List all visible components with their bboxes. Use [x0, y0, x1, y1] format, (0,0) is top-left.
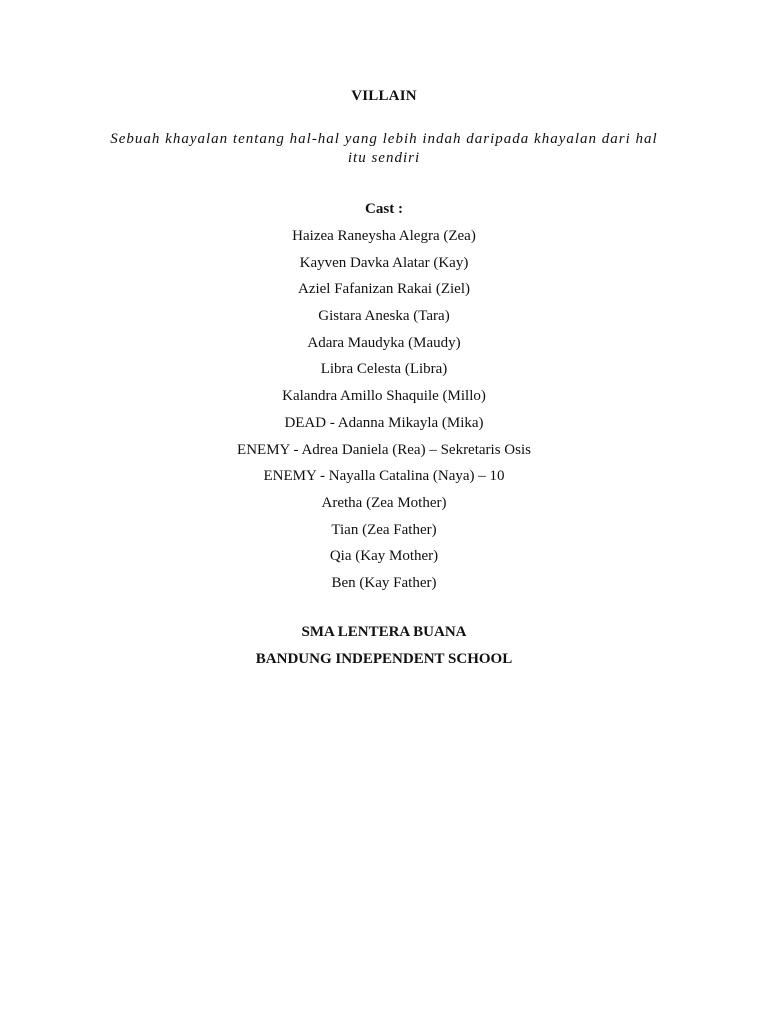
cast-item: Aretha (Zea Mother): [321, 494, 447, 511]
cast-item: Kalandra Amillo Shaquile (Millo): [282, 388, 486, 405]
cast-item: Qia (Kay Mother): [329, 548, 439, 565]
cast-item: ENEMY - Nayalla Catalina (Naya) – 10: [263, 468, 505, 485]
cast-item: Tian (Zea Father): [331, 521, 437, 538]
school-subtitle: BANDUNG INDEPENDENT SCHOOL: [255, 651, 513, 667]
cast-list: [0, 227, 768, 601]
cast-item: DEAD - Adanna Mikayla (Mika): [284, 414, 484, 431]
cast-heading: Cast :: [365, 201, 403, 217]
school-name: SMA LENTERA BUANA: [301, 624, 467, 640]
cast-item: Ben (Kay Father): [331, 574, 437, 591]
cast-item: ENEMY - Adrea Daniela (Rea) – Sekretaris Osis: [237, 441, 531, 458]
cast-item: Gistara Aneska (Tara): [318, 308, 450, 325]
cast-item: Haizea Raneysha Alegra (Zea): [292, 228, 476, 244]
cast-item: Kayven Davka Alatar (Kay): [299, 254, 469, 271]
document-subtitle: Sebuah khayalan tentang hal-hal yang lebih indah daripada khayalan dari hal itu sendiri: [110, 131, 658, 166]
cast-item: Libra Celesta (Libra): [320, 361, 448, 378]
cast-item: Adara Maudyka (Maudy): [307, 334, 461, 351]
cast-item: Aziel Fafanizan Rakai (Ziel): [297, 281, 470, 298]
document-title: VILLAIN: [351, 88, 417, 104]
